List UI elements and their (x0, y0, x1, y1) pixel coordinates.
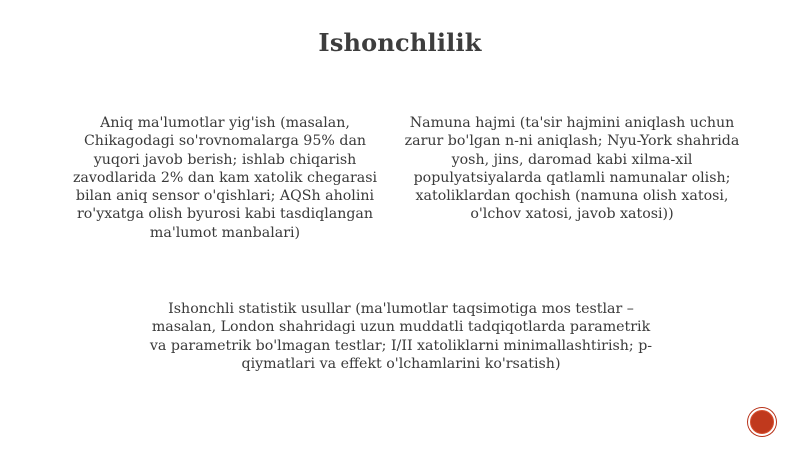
left-paragraph: Aniq ma'lumotlar yig'ish (masalan, Chikagodagi so'rovnomalarga 95% dan yuqori javob berish; ishlab chiqarish zavodlarida 2% dan kam xatolik chegarasi bilan aniq sensor o'qishlari; AQSh aholini ro'yxatga olish byurosi kabi tasdiqlangan ma'lumot manbalari) (72, 115, 378, 241)
slide-title: Ishonchlilik (318, 28, 482, 57)
next-slide-button[interactable] (748, 408, 776, 436)
right-paragraph: Namuna hajmi (ta'sir hajmini aniqlash uchun zarur bo'lgan n-ni aniqlash; Nyu-York shahrida yosh, jins, daromad kabi xilma-xil populyatsiyalarda qatlamli namunalar olish; xatoliklardan qochish (namuna olish xatosi, o'lchov xatosi, javob xatosi)) (404, 115, 740, 223)
bottom-paragraph: Ishonchli statistik usullar (ma'lumotlar taqsimotiga mos testlar – masalan, London shahridagi uzun muddatli tadqiqotlarda parametrik va parametrik bo'lmagan testlar; I/II xatoliklarni minimallashtirish; p-qiymatlari va effekt o'lchamlarini ko'rsatish) (149, 301, 653, 372)
